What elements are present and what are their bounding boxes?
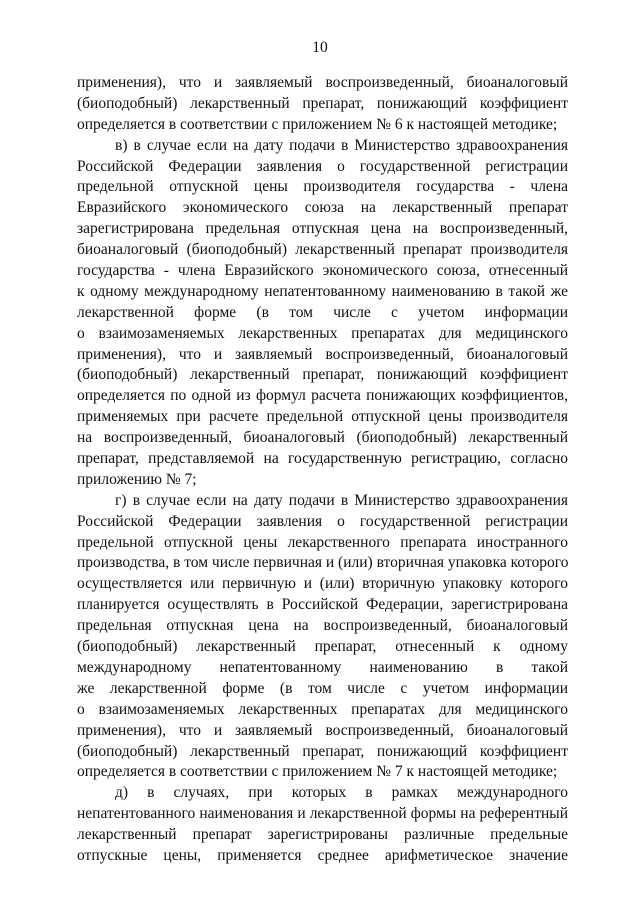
text-line: приложению № 7;	[77, 470, 197, 488]
text-line: производства, в том числе первичная и (или) вторичная упаковка которого	[77, 554, 569, 572]
text-line: лекарственной форме (в том числе с учетом информации	[77, 303, 568, 321]
text-line: в) в случае если на дату подачи в Министерство здравоохранения	[115, 136, 568, 154]
text-line: государства - члена Евразийского экономического союза, отнесенный	[77, 262, 568, 280]
text-line: (биоподобный) лекарственный препарат, понижающий коэффициент	[77, 742, 568, 760]
text-line: на воспроизведенный, биоаналоговый (биоподобный) лекарственный	[77, 429, 568, 447]
text-line: применяемых при расчете предельной отпускной цены производителя	[77, 408, 568, 426]
text-line: определяется по одной из формул расчета понижающих коэффициентов,	[77, 387, 568, 405]
text-line: предельной отпускной цены лекарственного препарата иностранного	[77, 533, 568, 551]
text-line: определяется в соответствии с приложением № 6 к настоящей методике;	[77, 115, 558, 133]
text-line: предельная отпускная цена на воспроизведенный, биоаналоговый	[77, 617, 568, 635]
text-line: применения), что и заявляемый воспроизведенный, биоаналоговый	[77, 721, 568, 739]
text-line: о взаимозаменяемых лекарственных препаратах для медицинского	[77, 324, 568, 342]
text-line: лекарственный препарат зарегистрированы различные предельные	[77, 826, 568, 844]
text-line: предельной отпускной цены производителя государства - члена	[77, 178, 568, 196]
text-line: планируется осуществлять в Российской Федерации, зарегистрирована	[77, 596, 568, 614]
text-line: о взаимозаменяемых лекарственных препаратах для медицинского	[77, 700, 568, 718]
text-line: к одному международному непатентованному наименованию в такой же	[77, 282, 568, 300]
text-line: же лекарственной форме (в том числе с учетом информации	[77, 679, 568, 697]
text-line: г) в случае если на дату подачи в Министерство здравоохранения	[115, 491, 568, 509]
page-number: 10	[312, 39, 328, 56]
text-line: (биоподобный) лекарственный препарат, понижающий коэффициент	[77, 94, 568, 112]
text-line: применения), что и заявляемый воспроизведенный, биоаналоговый	[77, 345, 568, 363]
text-line: д) в случаях, при которых в рамках международного	[115, 784, 568, 802]
text-line: непатентованного наименования и лекарственной формы на референтный	[77, 805, 568, 823]
text-line: (биоподобный) лекарственный препарат, понижающий коэффициент	[77, 366, 568, 384]
text-line: Российской Федерации заявления о государственной регистрации	[77, 512, 568, 530]
text-line: биоаналоговый (биоподобный) лекарственный препарат производителя	[77, 241, 568, 259]
text-line: осуществляется или первичную и (или) вторичную упаковку которого	[77, 575, 568, 593]
text-line: Евразийского экономического союза на лекарственный препарат	[77, 199, 568, 217]
text-line: зарегистрирована предельная отпускная цена на воспроизведенный,	[77, 220, 568, 238]
text-line: Российской Федерации заявления о государственной регистрации	[77, 157, 568, 175]
text-line: (биоподобный) лекарственный препарат, отнесенный к одному	[77, 638, 568, 656]
text-line: применения), что и заявляемый воспроизведенный, биоаналоговый	[77, 74, 568, 91]
text-line: отпускные цены, применяется среднее арифметическое значение	[77, 846, 568, 864]
text-line: международному непатентованному наименованию в такой	[77, 658, 568, 676]
document-body	[77, 73, 568, 867]
text-line: определяется в соответствии с приложением № 7 к настоящей методике;	[77, 763, 558, 781]
text-line: препарат, представляемой на государственную регистрацию, согласно	[77, 450, 568, 468]
